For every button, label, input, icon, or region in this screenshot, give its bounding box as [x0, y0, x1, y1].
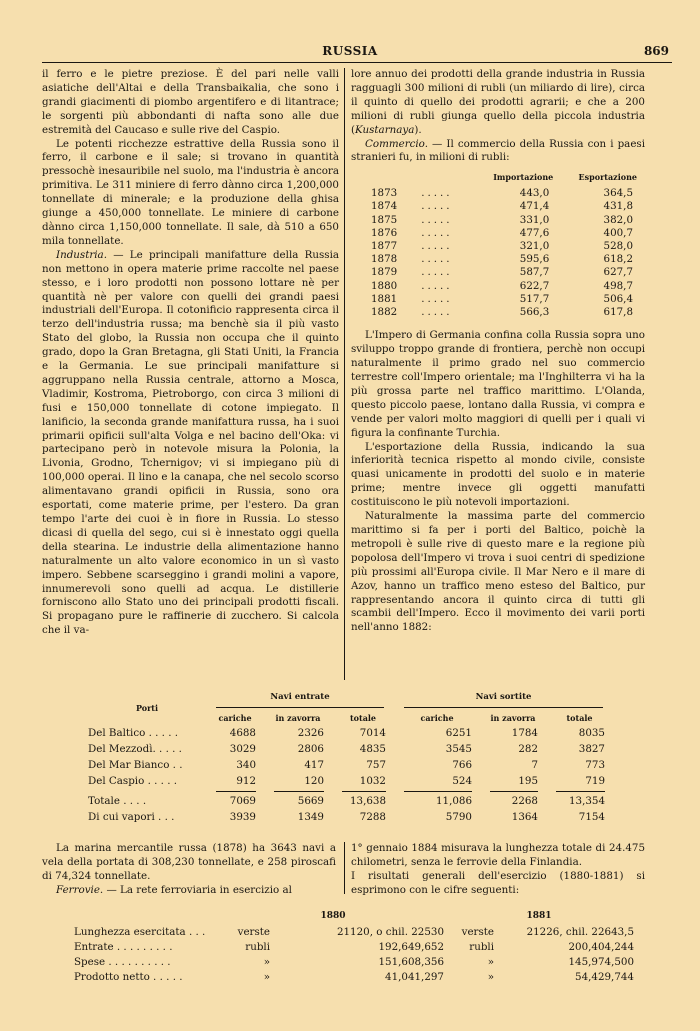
header-rule	[42, 62, 672, 63]
rail-label: Spese . . . . . . . . . .	[74, 955, 171, 968]
year-header-1881: 1881	[526, 911, 552, 921]
table-row	[74, 924, 634, 939]
paragraph	[42, 884, 336, 898]
subheader: in zavorra	[275, 712, 321, 723]
value-cell: 6251	[445, 727, 472, 739]
leader-dots: .....	[421, 213, 453, 226]
value-cell: 11,086	[435, 795, 472, 807]
import-cell: 443,0	[519, 187, 550, 200]
export-cell: 617,8	[603, 306, 633, 319]
table-row	[371, 253, 641, 266]
year-cell: 1882	[371, 306, 398, 319]
paragraph: L'Impero di Germania confina colla Russia sopra uno sviluppo troppo grande di frontiera, perchè non occupi naturalmente il primo grado nel suo commercio terrestre coll'Impero orientale; ma l'Inghilterra vi ha la più grossa parte nel traffico marittimo. L'Olanda, questo piccolo paese, lontano dalla Russia, vi compra e vende per valori molto maggiori di quelli per i quali vi figura la confinante Turchia.	[351, 329, 645, 439]
year-cell: 1877	[371, 240, 398, 253]
railway-table	[74, 908, 634, 984]
export-cell: 528,0	[603, 240, 633, 253]
leader-dots: .....	[421, 306, 453, 319]
value-cell: 1784	[511, 727, 538, 739]
value-cell: 54,429,744	[575, 970, 634, 983]
value-cell: 192,649,652	[378, 940, 444, 953]
value-cell: 120	[304, 775, 324, 787]
left-column	[42, 68, 339, 638]
table-row	[371, 200, 641, 213]
value-cell: 2326	[297, 727, 324, 739]
paragraph: il ferro e le pietre preziose. È del pari nelle valli asiatiche dell'Altai e della Transbaikalia, che sono i grandi giacimenti di piombo argentifero e di litantrace; le sorgenti più abbondanti di nafta sono alle due estremità del Caucaso e sulle rive del Caspio.	[42, 68, 339, 136]
value-cell: 41,041,297	[385, 970, 444, 983]
value-cell: 7	[531, 759, 538, 771]
leader-dots: .....	[421, 240, 453, 253]
value-cell: 4688	[229, 727, 256, 739]
value-cell: 8035	[578, 727, 605, 739]
section-label-industria: Industria.	[56, 248, 107, 261]
leader-dots: .....	[421, 266, 453, 279]
leader-dots: .....	[421, 187, 453, 200]
page-number: 869	[643, 44, 669, 58]
export-cell: 400,7	[603, 226, 633, 239]
rail-label: Entrate . . . . . . . . .	[74, 940, 173, 953]
leader-dots: .....	[421, 279, 453, 292]
value-cell: 2268	[511, 795, 538, 807]
import-cell: 566,3	[519, 306, 550, 319]
rail-label: Prodotto netto . . . . .	[74, 970, 183, 983]
leader-dots: .....	[421, 226, 453, 239]
value-cell: 773	[585, 759, 605, 771]
trade-table	[371, 171, 641, 319]
paragraph: La marina mercantile russa (1878) ha 3643 navi a vela della portata di 308,230 tonnellate, e 258 piroscafi di 74,324 tonnellate.	[42, 842, 336, 882]
unit-cell: »	[263, 970, 270, 983]
value-cell: 766	[452, 759, 472, 771]
paragraph-text: Le principali manifatture della Russia non mettono in opera materie prime raccolte nel paese stesso, e i loro prodotti non possono lottare nè per quantità nè per valore con quelli dei grandi paesi industriali dell'Europa. Il cotonificio rappresenta circa il terzo dell'industria russa; ma benchè sia il più vasto Stato del globo, la Russia non occupa che il quinto grado, dopo la Gran Bretagna, gli Stati Uniti, la Francia e la Germania. Le sue principali manifatture si aggruppano nella Russia centrale, attorno a Mosca, Vladimir, Kostroma, Pietroborgo, con circa 3 milioni di fusi e 150,000 tonnellate di cotone impiegato. Il lanificio, la seconda grande manifattura russa, ha i suoi primarii opificii sull'alta Volga e nel bacino dell'Oka: vi partecipano però in notevole misura la Polonia, la Livonia, Grodno, Tchernigov; vi si impiegano più di 100,000 operai. Il lino e la canapa, che nel secolo scorso alimentavano grandi opificii in Russia, sono ora esportati, come materie prime, per l'estero. Da gran tempo l'arte dei cuoi è in fiore in Russia. Lo stesso dicasi di quella del sego, cui si è innestato oggi quella della stearina. Le industrie della alimentazione hanno naturalmente un alto valore economico in un sì vasto impero. Sebbene scarseggino i grandi molini a vapore, innumerevoli sono quelli ad acqua. Le distillerie forniscono allo Stato uno dei principali prodotti fiscali. Si propagano pure le raffinerie di zucchero. Si calcola che il va-	[42, 248, 340, 637]
unit-cell: »	[263, 955, 270, 968]
value-cell: 7069	[229, 795, 256, 807]
table-row	[74, 954, 634, 969]
import-cell: 517,7	[519, 292, 550, 305]
paragraph: Le potenti ricchezze estrattive della Russia sono il ferro, il carbone e il sale; si trovano in quantità pressochè inesauribile nel suolo, ma l'industria è ancora primitiva. Le 311 miniere di ferro dànno circa 1,200,000 tonnellate di minerale; e la produzione della ghisa giunge a 450,000 tonnellate. Le miniere di carbone dànno circa 1,150,000 tonnellate. Il sale, dà 510 a 650 mila tonnellate.	[42, 137, 339, 247]
value-cell: 417	[304, 759, 324, 771]
col-header-import: Importazione	[493, 172, 554, 183]
table-row	[88, 741, 613, 757]
unit-cell: rubli	[245, 940, 270, 953]
year-cell: 1874	[371, 200, 398, 213]
bottom-right-text	[351, 842, 645, 898]
year-cell: 1879	[371, 266, 398, 279]
paragraph: I risultati generali dell'esercizio (1880-1881) si esprimono con le cifre seguenti:	[351, 869, 645, 896]
value-cell: 1364	[511, 811, 538, 823]
port-label: Del Caspio . . . . .	[88, 775, 178, 787]
table-row	[88, 809, 613, 825]
section-label-commercio: Commercio.	[365, 137, 428, 150]
unit-cell: »	[487, 955, 494, 968]
leader-dots: .....	[421, 253, 453, 266]
year-cell: 1875	[371, 213, 398, 226]
paragraph-text: Naturalmente la massima parte del commercio marittimo si fa per i porti del Baltico, poichè la metropoli è sulle rive di questo mare e la regione più popolosa dell'Impero vi trova i suoi centri di spedizione più prossimi all'Europa civile. Il Mar Nero e il mare di Azov, hanno un traffico meno esteso del Baltico, pur rappresentando ancora il quinto circa di tutti gli scambii dell'Impero. Ecco il movimento dei varii porti nell'anno 188	[351, 510, 645, 634]
import-cell: 587,7	[519, 266, 550, 279]
value-cell: 200,404,244	[568, 940, 634, 953]
port-label: Del Mezzodì. . . . .	[88, 743, 182, 755]
port-label: Del Mar Bianco . .	[88, 759, 183, 771]
unit-cell: »	[487, 970, 494, 983]
year-cell: 1880	[371, 279, 398, 292]
year-cell: 1881	[371, 292, 398, 305]
table-row	[88, 793, 613, 809]
year-cell: 1873	[371, 187, 398, 200]
table-row	[371, 306, 641, 319]
table-row	[371, 187, 641, 200]
paragraph: L'esportazione della Russia, indicando la sua inferiorità tecnica rispetto al mondo civile, consiste quasi unicamente in prodotti del suolo e in materie prime; mentre invece gli oggetti manufatti costituiscono le più notevoli importazioni.	[351, 440, 645, 509]
value-cell: 3029	[229, 743, 256, 755]
value-cell: 21120, o chil. 22530	[336, 925, 444, 938]
group-header-navi-sortite: Navi sortite	[475, 692, 532, 702]
paragraph-text: — La rete ferroviaria in esercizio al	[103, 883, 292, 896]
import-cell: 331,0	[519, 213, 550, 226]
import-cell: 471,4	[519, 200, 550, 213]
leader-dots: .....	[421, 292, 453, 305]
value-cell: 1032	[359, 775, 386, 787]
value-cell: 719	[585, 775, 605, 787]
paragraph: Naturalmente la massima parte del commercio marittimo si fa per i porti del Baltico, poichè la metropoli è sulle rive di questo mare e la regione più popolosa dell'Impero vi trova i suoi centri di spedizione più prossimi all'Europa civile. Il Mar Nero e il mare di Azov, hanno un traffico meno esteso del Baltico, pur rappresentando ancora il quinto circa di tutti gli scambii dell'Impero. Ecco il movimento dei varii porti nell'anno 1882:	[351, 510, 645, 634]
column-divider	[344, 842, 345, 894]
leader-dots: .....	[421, 200, 453, 213]
subheader: totale	[566, 712, 593, 723]
export-cell: 627,7	[603, 266, 633, 279]
value-cell: 282	[518, 743, 538, 755]
value-cell: 524	[452, 775, 472, 787]
value-cell: 4835	[359, 743, 386, 755]
ports-header-porti: Porti	[135, 702, 159, 713]
value-cell: 5669	[297, 795, 324, 807]
export-cell: 498,7	[603, 279, 633, 292]
value-cell: 340	[236, 759, 256, 771]
right-column	[351, 68, 645, 635]
year-header-1880: 1880	[320, 911, 346, 921]
port-label: Totale . . . .	[88, 795, 147, 807]
export-cell: 618,2	[603, 253, 633, 266]
table-row	[371, 293, 641, 306]
value-cell: 145,974,500	[568, 955, 634, 968]
table-row	[88, 773, 613, 789]
value-cell: 1349	[297, 811, 324, 823]
group-header-navi-entrate: Navi entrate	[270, 692, 330, 702]
subheader: in zavorra	[490, 712, 536, 723]
value-cell: 151,608,356	[378, 955, 444, 968]
port-label: Di cui vapori . . .	[88, 811, 175, 823]
paragraph: 1° gennaio 1884 misurava la lunghezza totale di 24.475 chilometri, senza le ferrovie della Finlandia.	[351, 842, 645, 868]
import-cell: 321,0	[519, 240, 550, 253]
value-cell: 13,354	[568, 795, 605, 807]
value-cell: 195	[518, 775, 538, 787]
table-row	[371, 227, 641, 240]
paragraph-text: — Il commercio della Russia con i paesi stranieri fu, in milioni di rubli:	[351, 137, 645, 164]
paragraph	[351, 138, 645, 166]
page-running-title: RUSSIA	[322, 44, 378, 58]
value-cell: 912	[236, 775, 256, 787]
export-cell: 364,5	[603, 187, 633, 200]
paragraph	[351, 68, 645, 138]
port-label: Del Baltico . . . . .	[88, 727, 179, 739]
subheader: cariche	[420, 712, 454, 723]
value-cell: 3545	[445, 743, 472, 755]
import-cell: 477,6	[519, 226, 550, 239]
table-row	[88, 725, 613, 741]
col-header-export: Esportazione	[578, 172, 637, 183]
import-cell: 622,7	[519, 279, 550, 292]
paragraph-text: lore annuo dei prodotti della grande industria in Russia ragguagli 300 milioni di rubli (un miliardo di lire), circa il quinto di quello dei prodotti agrarii; e che a 200 milioni di rubli giunga quello della piccola industria (	[351, 68, 645, 136]
value-cell: 3827	[578, 743, 605, 755]
section-label-ferrovie: Ferrovie.	[56, 883, 104, 896]
year-cell: 1876	[371, 226, 398, 239]
column-divider	[344, 68, 345, 680]
value-cell: 5790	[445, 811, 472, 823]
value-cell: 7288	[359, 811, 386, 823]
rail-label: Lunghezza esercitata . . .	[74, 925, 206, 938]
value-cell: 2806	[297, 743, 324, 755]
table-row	[74, 939, 634, 954]
value-cell: 21226, chil. 22643,5	[526, 925, 634, 938]
import-cell: 595,6	[519, 253, 550, 266]
table-row	[74, 969, 634, 984]
year-cell: 1878	[371, 253, 398, 266]
paragraph: Industria. — Le principali manifatture della Russia non mettono in opera materie prime raccolte nel paese stesso, e i loro prodotti non possono lottare nè per quantità nè per valore con quelli dei grandi paesi industriali dell'Europa. Il cotonificio rappresenta circa il terzo dell'industria russa; ma benchè sia il più vasto Stato del globo, la Russia non occupa che il quinto grado, dopo la Gran Bretagna, gli Stati Uniti, la Francia e la Germania. Le sue principali manifatture si aggruppano nella Russia centrale, attorno a Mosca, Vladimir, Kostroma, Pietroborgo, con circa 3 milioni di fusi e 150,000 tonnellate di cotone impiegato. Il lanificio, la seconda grande manifattura russa, ha i suoi primarii opificii sull'alta Volga e nel bacino dell'Oka: vi partecipano però in notevole misura la Polonia, la Livonia, Grodno, Tchernigov; vi si impiegano più di 100,000 operai. Il lino e la canapa, che nel secolo scorso alimentavano grandi opificii in Russia, sono ora esportati, come materie prime, per l'estero. Da gran tempo l'arte dei cuoi è in fiore in Russia. Lo stesso dicasi di quella del sego, cui si è innestato oggi quella della stearina. Le industrie della alimentazione hanno naturalmente un alto valore economico in un sì vasto impero. Sebbene scarseggino i grandi molini a vapore, innumerevoli sono quelli ad acqua. Le distillerie forniscono allo Stato uno dei principali prodotti fiscali. Si propagano pure le raffinerie di zucchero. Si calcola che il va-	[42, 248, 340, 637]
paragraph-text: ).	[414, 123, 422, 136]
subheader: cariche	[218, 712, 252, 723]
value-cell: 3939	[229, 811, 256, 823]
value-cell: 7014	[359, 727, 386, 739]
ports-table	[88, 690, 613, 825]
export-cell: 506,4	[603, 292, 633, 305]
value-cell: 7154	[578, 811, 605, 823]
subheader: totale	[349, 712, 377, 723]
table-row	[88, 757, 613, 773]
unit-cell: rubli	[469, 940, 494, 953]
table-row	[371, 280, 641, 293]
value-cell: 13,638	[349, 795, 386, 807]
bottom-left-text	[42, 842, 336, 898]
unit-cell: verste	[237, 925, 270, 938]
value-cell: 757	[366, 759, 386, 771]
table-row	[371, 266, 641, 279]
table-row	[371, 240, 641, 253]
term-kustarnaya: Kustarnaya	[355, 123, 415, 136]
export-cell: 431,8	[603, 200, 633, 213]
year-digit: 2	[421, 621, 429, 634]
table-row	[371, 214, 641, 227]
export-cell: 382,0	[603, 213, 633, 226]
unit-cell: verste	[461, 925, 494, 938]
